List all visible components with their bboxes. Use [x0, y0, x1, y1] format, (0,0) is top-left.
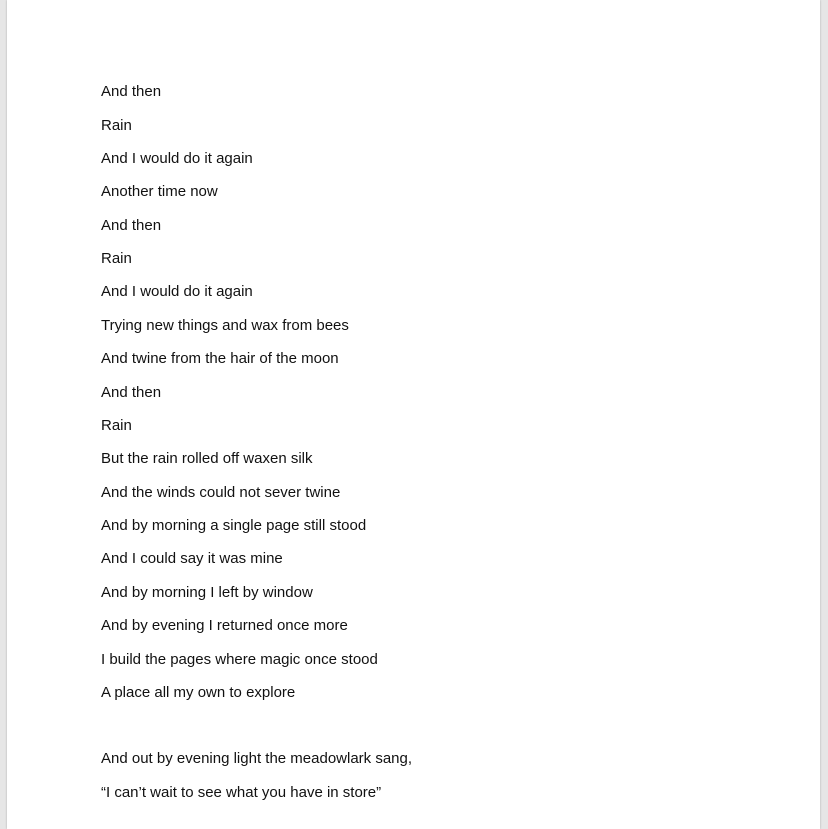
document-page	[7, 0, 820, 829]
poem-line: Rain	[101, 117, 132, 134]
poem-line: And twine from the hair of the moon	[101, 350, 339, 367]
poem-line: And by morning a single page still stood	[101, 517, 367, 534]
poem-line: And then	[101, 217, 162, 234]
poem-line: And out by evening light the meadowlark sang,	[101, 750, 413, 767]
poem-line: And I could say it was mine	[101, 550, 283, 567]
poem-line: “I can’t wait to see what you have in store”	[101, 784, 382, 801]
poem-line: And then	[101, 83, 162, 100]
poem-line: I build the pages where magic once stood	[101, 651, 378, 668]
poem-line: And by evening I returned once more	[101, 617, 348, 634]
poem-line: And the winds could not sever twine	[101, 484, 341, 501]
poem-line: But the rain rolled off waxen silk	[101, 450, 313, 467]
poem-line: And I would do it again	[101, 283, 253, 300]
poem-line: And then	[101, 384, 162, 401]
poem-line: Rain	[101, 250, 132, 267]
poem-line: Another time now	[101, 183, 218, 200]
poem-line: A place all my own to explore	[101, 684, 296, 701]
poem-line: Trying new things and wax from bees	[101, 317, 349, 334]
poem-line: And by morning I left by window	[101, 584, 313, 601]
poem-line: And I would do it again	[101, 150, 253, 167]
poem-line: Rain	[101, 417, 132, 434]
